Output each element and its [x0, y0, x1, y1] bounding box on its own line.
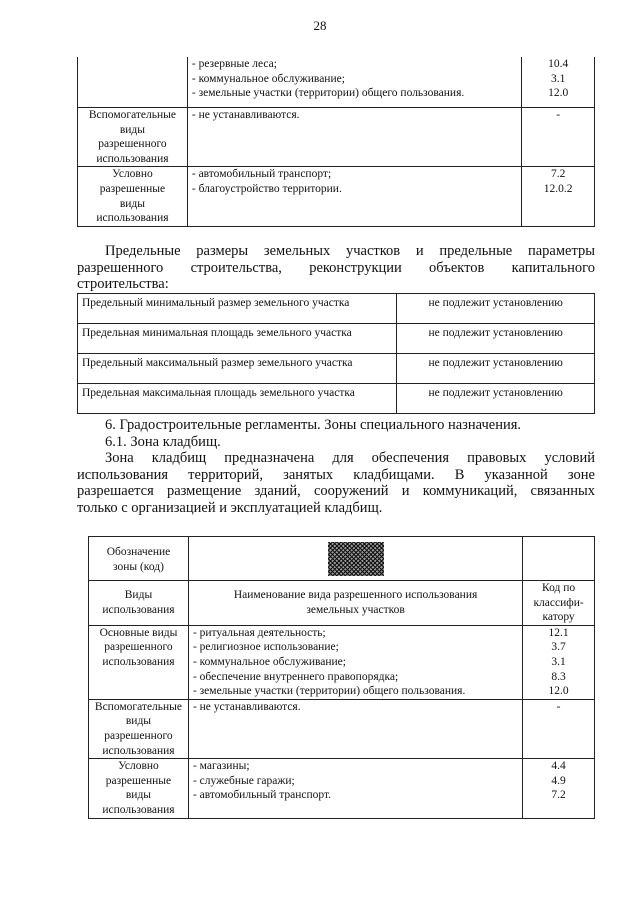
header-use-names	[188, 581, 522, 626]
paragraph-line: использования территорий, занятых кладбищами. В указанной зоне	[77, 466, 595, 483]
paragraph-line: Предельные размеры земельных участков и предельные параметры	[105, 243, 595, 259]
use-item: - земельные участки (территории) общего пользования.	[192, 685, 466, 698]
use-type-label: использования	[96, 212, 169, 225]
use-item: - автомобильный транспорт;	[191, 168, 332, 181]
zone-code-label: Обозначение	[106, 546, 171, 558]
header-label: Виды	[124, 589, 153, 602]
table-row	[78, 354, 595, 384]
zone-code-label: зоны (код)	[113, 560, 164, 573]
use-type-label: разрешенные	[99, 182, 166, 195]
use-type-cell	[78, 57, 188, 108]
use-type-label: виды	[125, 789, 152, 802]
use-items-cell	[187, 108, 521, 167]
classifier-code: 3.7	[551, 641, 566, 654]
use-item: - ритуальная деятельность;	[192, 626, 326, 639]
use-type-label: использования	[96, 152, 169, 165]
limit-name: Предельный максимальный размер земельного участка	[78, 354, 397, 384]
use-type-label: использования	[102, 803, 175, 816]
classifier-code: 4.4	[551, 760, 566, 773]
classifier-code: 4.9	[551, 774, 566, 787]
classifier-code: 8.3	[551, 670, 566, 683]
code-cell	[522, 108, 595, 167]
classifier-code: 3.1	[551, 655, 566, 668]
table-row	[78, 324, 595, 354]
use-item: - благоустройство территории.	[191, 182, 342, 195]
use-type-label: разрешенные	[105, 774, 172, 787]
table-header-row	[89, 581, 595, 626]
use-item: - коммунальное обслуживание;	[192, 655, 346, 668]
classifier-code: -	[556, 109, 561, 121]
use-item: - земельные участки (территории) общего пользования.	[191, 87, 465, 100]
use-type-label: разрешенного	[104, 729, 173, 742]
code-cell	[522, 167, 595, 226]
header-label: классифи-	[533, 596, 584, 609]
header-label: катору	[542, 611, 575, 624]
header-label: использования	[102, 603, 175, 616]
classifier-code: 12.1	[548, 626, 569, 639]
table-row	[89, 625, 595, 699]
paragraph-line: строительства:	[77, 276, 169, 292]
paragraph-line: разрешается размещение зданий, сооружений и коммуникаций, связанных	[77, 483, 595, 499]
cemetery-zone-table	[88, 536, 595, 819]
table-row	[89, 759, 595, 818]
table-row	[78, 167, 595, 226]
limit-value: не подлежит установлению	[397, 354, 595, 384]
use-item: - резервные леса;	[191, 58, 277, 70]
header-label: Наименование вида разрешенного использования	[233, 589, 478, 602]
limit-value: не подлежит установлению	[397, 384, 595, 414]
paragraph-line: Зона кладбищ предназначена для обеспечения правовых условий	[105, 450, 595, 466]
use-type-cell	[89, 625, 189, 699]
use-type-label: виды	[119, 123, 146, 136]
header-label: Код по	[542, 582, 576, 594]
use-item: - религиозное использование;	[192, 641, 339, 654]
limit-name: Предельный минимальный размер земельного участка	[78, 294, 397, 324]
limit-value: не подлежит установлению	[397, 294, 595, 324]
header-use-types	[89, 581, 189, 626]
header-label: земельных участков	[306, 603, 405, 616]
table-row	[89, 537, 595, 581]
use-type-label: разрешенного	[98, 138, 167, 151]
code-cell	[523, 625, 595, 699]
classifier-code: 12.0	[548, 87, 569, 100]
subsection-heading: 6.1. Зона кладбищ.	[105, 433, 221, 450]
use-item: - не устанавливаются.	[191, 109, 300, 121]
use-type-cell	[78, 167, 188, 226]
use-type-cell	[78, 108, 188, 167]
use-item: - магазины;	[192, 760, 250, 773]
use-type-label: Основные виды	[99, 626, 178, 639]
use-item: - не устанавливаются.	[192, 700, 301, 713]
limit-name: Предельная минимальная площадь земельного участка	[78, 324, 397, 354]
use-item: - коммунальное обслуживание;	[191, 72, 345, 85]
use-item: - служебные гаражи;	[192, 774, 295, 787]
section-heading: 6. Градостроительные регламенты. Зоны специального назначения.	[105, 417, 522, 433]
classifier-code: 12.0	[548, 685, 569, 698]
limit-name: Предельная максимальная площадь земельного участка	[78, 384, 397, 414]
use-type-label: виды	[119, 197, 146, 210]
use-items-cell	[188, 625, 522, 699]
use-type-label: разрешенного	[104, 641, 173, 654]
code-cell	[523, 699, 595, 758]
limits-intro-paragraph	[77, 243, 595, 293]
limit-value: не подлежит установлению	[397, 324, 595, 354]
use-type-label: использования	[102, 655, 175, 668]
use-items-cell	[187, 167, 521, 226]
use-type-label: использования	[102, 744, 175, 757]
use-type-label: виды	[125, 715, 152, 728]
classifier-code: 7.2	[550, 168, 566, 181]
use-type-label: Вспомогательные	[88, 109, 176, 121]
zone-section	[77, 417, 595, 516]
header-codes	[523, 581, 595, 626]
table-row	[78, 108, 595, 167]
page-number: 28	[313, 18, 327, 33]
use-type-cell	[89, 759, 189, 818]
use-item: - обеспечение внутреннего правопорядка;	[192, 670, 399, 683]
classifier-code: 7.2	[551, 789, 566, 802]
code-cell	[523, 759, 595, 818]
use-items-cell	[188, 759, 522, 818]
table-row	[78, 57, 595, 108]
empty-cell	[523, 537, 595, 581]
table-row	[89, 699, 595, 758]
permitted-use-table-continued	[77, 57, 595, 227]
use-items-cell	[188, 699, 522, 758]
classifier-code: 12.0.2	[543, 182, 573, 195]
code-cell	[522, 57, 595, 108]
zone-symbol-cell	[188, 537, 522, 581]
use-type-label: Условно	[118, 760, 159, 773]
paragraph-line: разрешенного строительства, реконструкции объектов капитального	[77, 259, 595, 276]
use-type-label: Условно	[112, 168, 153, 181]
zone-code-label-cell	[89, 537, 189, 581]
use-type-label: Вспомогательные	[94, 700, 183, 713]
paragraph-line: только с организацией и эксплуатацией кладбищ.	[77, 499, 383, 516]
table-row	[78, 294, 595, 324]
table-row	[78, 384, 595, 414]
use-items-cell	[187, 57, 521, 108]
classifier-code: 10.4	[548, 58, 569, 70]
use-item: - автомобильный транспорт.	[192, 789, 332, 802]
classifier-code: -	[556, 700, 561, 713]
classifier-code: 3.1	[550, 72, 566, 85]
use-type-cell	[89, 699, 189, 758]
hatched-zone-symbol	[328, 542, 384, 576]
limits-table	[77, 293, 595, 414]
